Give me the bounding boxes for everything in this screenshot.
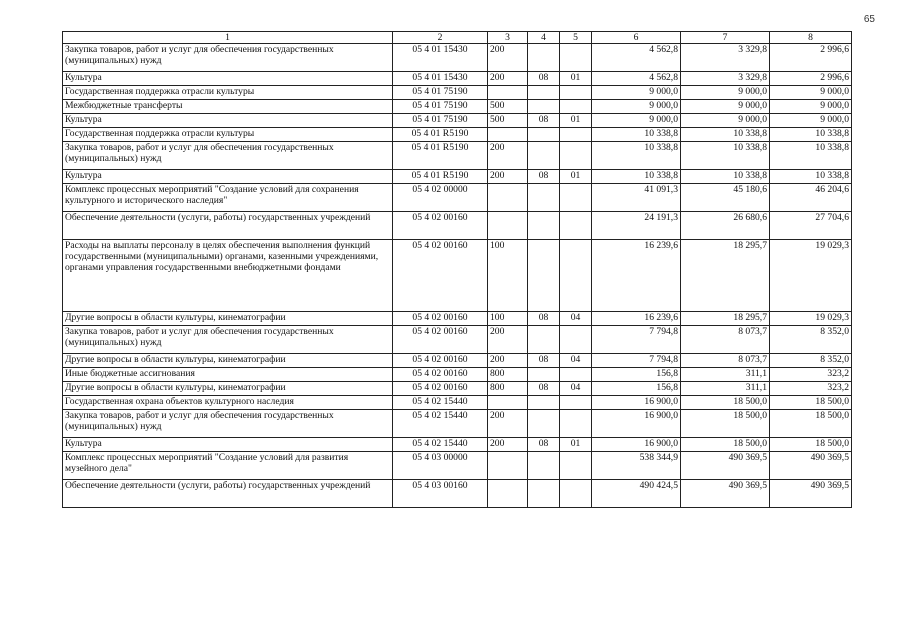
subsection (560, 240, 592, 312)
amount-col6: 7 794,8 (592, 326, 681, 354)
subsection: 01 (560, 114, 592, 128)
section (528, 368, 560, 382)
row-name: Расходы на выплаты персоналу в целях обеспечения выполнения функций государственными (муниципальными) органами, казенными учреждениями, органами управления государственными внебюджетными фондами (63, 240, 393, 312)
amount-col7: 311,1 (681, 382, 770, 396)
subsection (560, 326, 592, 354)
table-row (63, 114, 852, 128)
row-name: Закупка товаров, работ и услуг для обеспечения государственных (муниципальных) нужд (63, 326, 393, 354)
amount-col7: 10 338,8 (681, 128, 770, 142)
amount-col7: 10 338,8 (681, 142, 770, 170)
target-code: 05 4 02 15440 (393, 396, 488, 410)
target-code: 05 4 01 R5190 (393, 142, 488, 170)
amount-col8: 323,2 (770, 368, 852, 382)
row-name: Межбюджетные трансферты (63, 100, 393, 114)
amount-col6: 156,8 (592, 368, 681, 382)
amount-col8: 18 500,0 (770, 438, 852, 452)
amount-col8: 27 704,6 (770, 212, 852, 240)
amount-col8: 10 338,8 (770, 128, 852, 142)
target-code: 05 4 02 15440 (393, 410, 488, 438)
row-name: Закупка товаров, работ и услуг для обеспечения государственных (муниципальных) нужд (63, 410, 393, 438)
amount-col6: 156,8 (592, 382, 681, 396)
expense-type (488, 212, 528, 240)
expense-type: 200 (488, 410, 528, 438)
row-name: Другие вопросы в области культуры, кинематографии (63, 312, 393, 326)
amount-col8: 9 000,0 (770, 86, 852, 100)
target-code: 05 4 02 00160 (393, 240, 488, 312)
row-name: Государственная поддержка отрасли культуры (63, 86, 393, 100)
amount-col6: 41 091,3 (592, 184, 681, 212)
header-cell: 1 (63, 32, 393, 44)
amount-col7: 9 000,0 (681, 100, 770, 114)
expense-type (488, 396, 528, 410)
amount-col8: 10 338,8 (770, 142, 852, 170)
target-code: 05 4 01 15430 (393, 44, 488, 72)
row-name: Культура (63, 438, 393, 452)
section: 08 (528, 382, 560, 396)
row-name: Государственная поддержка отрасли культуры (63, 128, 393, 142)
table-row (63, 44, 852, 72)
row-name: Комплекс процессных мероприятий "Создание условий для сохранения культурного и исторического наследия" (63, 184, 393, 212)
table-row (63, 86, 852, 100)
amount-col8: 18 500,0 (770, 396, 852, 410)
amount-col7: 9 000,0 (681, 114, 770, 128)
amount-col6: 9 000,0 (592, 114, 681, 128)
amount-col6: 16 239,6 (592, 312, 681, 326)
target-code: 05 4 01 R5190 (393, 170, 488, 184)
amount-col6: 9 000,0 (592, 86, 681, 100)
subsection (560, 100, 592, 114)
section (528, 452, 560, 480)
amount-col7: 8 073,7 (681, 326, 770, 354)
amount-col8: 323,2 (770, 382, 852, 396)
table-row (63, 382, 852, 396)
section (528, 212, 560, 240)
amount-col6: 16 900,0 (592, 410, 681, 438)
amount-col6: 538 344,9 (592, 452, 681, 480)
target-code: 05 4 02 00160 (393, 382, 488, 396)
section (528, 86, 560, 100)
expense-type: 100 (488, 240, 528, 312)
section (528, 480, 560, 508)
amount-col8: 2 996,6 (770, 44, 852, 72)
section: 08 (528, 438, 560, 452)
header-cell: 3 (488, 32, 528, 44)
expense-type: 800 (488, 382, 528, 396)
subsection (560, 368, 592, 382)
table-row (63, 170, 852, 184)
amount-col7: 18 295,7 (681, 312, 770, 326)
expense-type (488, 480, 528, 508)
expense-type: 500 (488, 114, 528, 128)
subsection (560, 128, 592, 142)
subsection: 04 (560, 382, 592, 396)
header-cell: 2 (393, 32, 488, 44)
page-number: 65 (863, 14, 875, 25)
table-row (63, 212, 852, 240)
subsection (560, 480, 592, 508)
table-row (63, 438, 852, 452)
subsection (560, 410, 592, 438)
table-row (63, 100, 852, 114)
table-row (63, 128, 852, 142)
amount-col6: 10 338,8 (592, 142, 681, 170)
expense-type: 500 (488, 100, 528, 114)
target-code: 05 4 02 00160 (393, 354, 488, 368)
table-row (63, 326, 852, 354)
subsection (560, 44, 592, 72)
target-code: 05 4 01 15430 (393, 72, 488, 86)
subsection (560, 142, 592, 170)
subsection: 04 (560, 354, 592, 368)
table-row (63, 452, 852, 480)
amount-col6: 16 239,6 (592, 240, 681, 312)
header-cell: 4 (528, 32, 560, 44)
section (528, 240, 560, 312)
amount-col8: 10 338,8 (770, 170, 852, 184)
expense-type (488, 452, 528, 480)
header-cell: 8 (770, 32, 852, 44)
row-name: Обеспечение деятельности (услуги, работы) государственных учреждений (63, 480, 393, 508)
amount-col7: 45 180,6 (681, 184, 770, 212)
amount-col6: 16 900,0 (592, 396, 681, 410)
row-name: Культура (63, 72, 393, 86)
target-code: 05 4 02 00160 (393, 312, 488, 326)
expense-type: 100 (488, 312, 528, 326)
subsection: 01 (560, 170, 592, 184)
row-name: Комплекс процессных мероприятий "Создание условий для развития музейного дела" (63, 452, 393, 480)
expense-type: 200 (488, 438, 528, 452)
amount-col6: 490 424,5 (592, 480, 681, 508)
amount-col7: 3 329,8 (681, 72, 770, 86)
table-row (63, 410, 852, 438)
amount-col8: 8 352,0 (770, 326, 852, 354)
target-code: 05 4 01 75190 (393, 114, 488, 128)
subsection (560, 452, 592, 480)
amount-col7: 3 329,8 (681, 44, 770, 72)
table-row (63, 184, 852, 212)
row-name: Государственная охрана объектов культурного наследия (63, 396, 393, 410)
amount-col7: 18 500,0 (681, 396, 770, 410)
section: 08 (528, 312, 560, 326)
target-code: 05 4 02 15440 (393, 438, 488, 452)
row-name: Культура (63, 170, 393, 184)
amount-col8: 490 369,5 (770, 480, 852, 508)
target-code: 05 4 02 00000 (393, 184, 488, 212)
subsection (560, 184, 592, 212)
expense-type (488, 184, 528, 212)
amount-col7: 10 338,8 (681, 170, 770, 184)
amount-col6: 10 338,8 (592, 128, 681, 142)
expense-type: 200 (488, 354, 528, 368)
header-cell: 7 (681, 32, 770, 44)
expense-type: 200 (488, 326, 528, 354)
subsection: 04 (560, 312, 592, 326)
target-code: 05 4 01 R5190 (393, 128, 488, 142)
amount-col8: 46 204,6 (770, 184, 852, 212)
section: 08 (528, 354, 560, 368)
section (528, 326, 560, 354)
subsection (560, 212, 592, 240)
amount-col8: 19 029,3 (770, 240, 852, 312)
table-row (63, 396, 852, 410)
subsection (560, 86, 592, 100)
row-name: Культура (63, 114, 393, 128)
amount-col7: 8 073,7 (681, 354, 770, 368)
target-code: 05 4 02 00160 (393, 326, 488, 354)
amount-col6: 7 794,8 (592, 354, 681, 368)
expense-type (488, 128, 528, 142)
section: 08 (528, 114, 560, 128)
section: 08 (528, 170, 560, 184)
expense-type: 200 (488, 72, 528, 86)
amount-col7: 18 295,7 (681, 240, 770, 312)
target-code: 05 4 03 00160 (393, 480, 488, 508)
amount-col7: 18 500,0 (681, 410, 770, 438)
section (528, 142, 560, 170)
subsection (560, 396, 592, 410)
amount-col8: 9 000,0 (770, 100, 852, 114)
amount-col8: 8 352,0 (770, 354, 852, 368)
expense-type (488, 86, 528, 100)
subsection: 01 (560, 438, 592, 452)
amount-col7: 9 000,0 (681, 86, 770, 100)
target-code: 05 4 01 75190 (393, 100, 488, 114)
section (528, 184, 560, 212)
amount-col7: 26 680,6 (681, 212, 770, 240)
amount-col7: 490 369,5 (681, 452, 770, 480)
target-code: 05 4 01 75190 (393, 86, 488, 100)
table-row (63, 354, 852, 368)
row-name: Закупка товаров, работ и услуг для обеспечения государственных (муниципальных) нужд (63, 44, 393, 72)
amount-col8: 18 500,0 (770, 410, 852, 438)
header-row (63, 32, 852, 44)
table-row (63, 142, 852, 170)
row-name: Другие вопросы в области культуры, кинематографии (63, 382, 393, 396)
amount-col6: 9 000,0 (592, 100, 681, 114)
row-name: Обеспечение деятельности (услуги, работы) государственных учреждений (63, 212, 393, 240)
expense-type: 800 (488, 368, 528, 382)
table-row (63, 312, 852, 326)
amount-col6: 4 562,8 (592, 72, 681, 86)
section: 08 (528, 72, 560, 86)
amount-col7: 311,1 (681, 368, 770, 382)
table-row (63, 480, 852, 508)
expense-type: 200 (488, 142, 528, 170)
header-cell: 5 (560, 32, 592, 44)
amount-col6: 10 338,8 (592, 170, 681, 184)
amount-col8: 490 369,5 (770, 452, 852, 480)
amount-col7: 18 500,0 (681, 438, 770, 452)
amount-col8: 19 029,3 (770, 312, 852, 326)
expense-type: 200 (488, 170, 528, 184)
amount-col6: 24 191,3 (592, 212, 681, 240)
amount-col8: 9 000,0 (770, 114, 852, 128)
table-row (63, 72, 852, 86)
target-code: 05 4 03 00000 (393, 452, 488, 480)
section (528, 410, 560, 438)
table-row (63, 368, 852, 382)
target-code: 05 4 02 00160 (393, 368, 488, 382)
amount-col6: 4 562,8 (592, 44, 681, 72)
row-name: Другие вопросы в области культуры, кинематографии (63, 354, 393, 368)
amount-col7: 490 369,5 (681, 480, 770, 508)
budget-table (62, 31, 852, 508)
expense-type: 200 (488, 44, 528, 72)
amount-col6: 16 900,0 (592, 438, 681, 452)
section (528, 396, 560, 410)
amount-col8: 2 996,6 (770, 72, 852, 86)
header-cell: 6 (592, 32, 681, 44)
target-code: 05 4 02 00160 (393, 212, 488, 240)
row-name: Иные бюджетные ассигнования (63, 368, 393, 382)
section (528, 128, 560, 142)
section (528, 100, 560, 114)
subsection: 01 (560, 72, 592, 86)
row-name: Закупка товаров, работ и услуг для обеспечения государственных (муниципальных) нужд (63, 142, 393, 170)
section (528, 44, 560, 72)
table-row (63, 240, 852, 312)
